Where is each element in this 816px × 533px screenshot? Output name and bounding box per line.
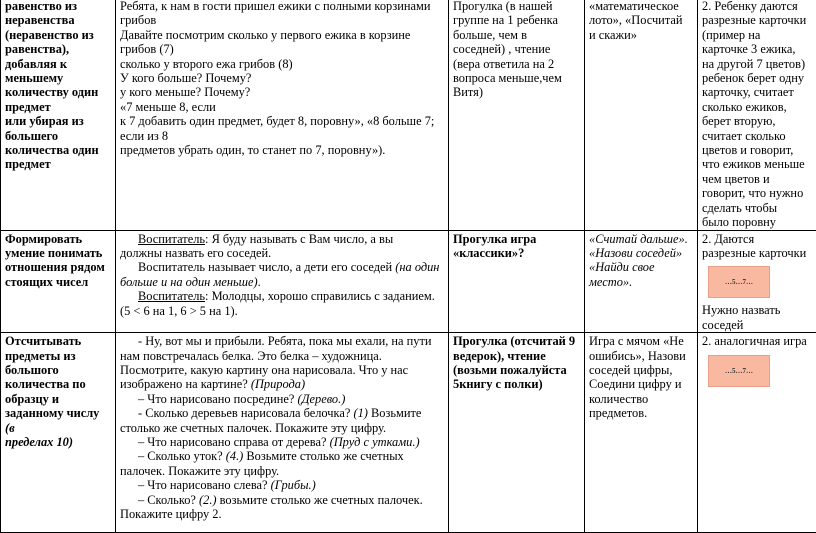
text-line: говорит, что нужно: [702, 186, 812, 200]
text: .: [258, 275, 261, 289]
text-line: место».: [589, 275, 693, 289]
text: возьмите столько же счетных палочек.: [217, 493, 423, 507]
text-line: Ребята, к нам в гости пришел ежики с полными корзинами: [120, 0, 444, 13]
text-line: соседней) , чтение: [453, 42, 580, 56]
text: – Что нарисовано справа от дерева?: [138, 435, 330, 449]
answer-text: (Природа): [251, 377, 305, 391]
walk-cell: [449, 0, 585, 230]
text: (в: [5, 421, 15, 435]
text-line: У кого больше? Почему?: [120, 71, 444, 85]
text-line: у кого меньше? Почему?: [120, 85, 444, 99]
table-row: [1, 0, 816, 230]
text: пределах 10): [5, 435, 111, 449]
text-line: добавляя к: [5, 57, 111, 71]
text-line: стоящих чисел: [5, 275, 111, 289]
text-line: Соедини цифру и: [589, 377, 693, 391]
text-line: «7 меньше 8, если: [120, 100, 444, 114]
goal-cell: [1, 333, 116, 533]
text-line: группе на 1 ребенка: [453, 13, 580, 27]
text-line: «Найди свое: [589, 260, 693, 274]
text-line: ошибись», Назови: [589, 349, 693, 363]
text-line: [120, 507, 444, 521]
text-line: считает сколько: [702, 129, 812, 143]
text-line: количество: [589, 392, 693, 406]
text-line: Отсчитывать: [5, 334, 111, 348]
text-line: Прогулка (отсчитай 9: [453, 334, 580, 348]
answer-text: (2.): [199, 493, 217, 507]
text-line: ребенок берет одну: [702, 71, 812, 85]
text-line: 2. аналогичная игра: [702, 334, 812, 348]
activity-cell: [116, 333, 449, 533]
text-line: количества один: [5, 143, 111, 157]
text-line: [120, 478, 444, 492]
text-line: карточке 3 ежика,: [702, 42, 812, 56]
text-line: лото», «Посчитай: [589, 13, 693, 27]
text-line: [120, 421, 444, 435]
text-line: ведерок), чтение: [453, 349, 580, 363]
text-line: Прогулка (в нашей: [453, 0, 580, 13]
text-line: [120, 334, 444, 348]
game-cell: [585, 230, 698, 333]
text-line: 2. Даются: [702, 232, 812, 246]
text-line: (пример на: [702, 28, 812, 42]
text-line: (возьми пожалуйста: [453, 363, 580, 377]
text-line: «Считай дальше».: [589, 232, 693, 246]
text-line: соседей: [702, 318, 812, 332]
text-line: грибов: [120, 13, 444, 27]
text-line: предмет: [5, 100, 111, 114]
table-row: [1, 230, 816, 333]
walk-cell: [449, 333, 585, 533]
text-line: [120, 363, 444, 377]
text-line: [120, 406, 444, 420]
text: нам повстречалась белка. Это белка – художница.: [120, 349, 382, 363]
text-line: образцу и: [5, 392, 111, 406]
answer-text: (1): [353, 406, 367, 420]
game-cell: [585, 333, 698, 533]
answer-text: (4.): [226, 449, 244, 463]
text-line: [120, 392, 444, 406]
text-line: предметы из: [5, 349, 111, 363]
text-line: разрезные карточки: [702, 246, 812, 260]
text: столько же счетных палочек. Покажите эту цифру.: [120, 421, 386, 435]
text: больше и на один меньше): [120, 275, 258, 289]
text-line: сделать чтобы: [702, 201, 812, 215]
text-line: [120, 464, 444, 478]
text: Покажите цифру 2.: [120, 507, 222, 521]
text-line: Витя): [453, 85, 580, 99]
text-line: неравенства: [5, 13, 111, 27]
walk-cell: [449, 230, 585, 333]
text-line: Прогулка игра: [453, 232, 580, 246]
text-line: или убирая из: [5, 114, 111, 128]
text: – Что нарисовано слева?: [138, 478, 271, 492]
text-line: предметов убрать один, то станет по 7, поровну»).: [120, 143, 444, 157]
text-line: Давайте посмотрим сколько у первого ежика в корзине: [120, 28, 444, 42]
answer-text: (Дерево.): [297, 392, 345, 406]
goal-cell: [1, 0, 116, 230]
text-line: (неравенство из: [5, 28, 111, 42]
text-line: сколько у второго ежа грибов (8): [120, 57, 444, 71]
text-line: предмет: [5, 157, 111, 171]
teacher-label: Воспитатель: [138, 289, 205, 303]
text: (на один: [395, 260, 439, 274]
individual-cell: [698, 333, 816, 533]
text: : Я буду называть с Вам число, а вы: [205, 232, 393, 246]
text-line: большого: [5, 363, 111, 377]
text-line: сколько ежиков,: [702, 100, 812, 114]
text: – Сколько?: [138, 493, 199, 507]
text-line: «Назови соседей»: [589, 246, 693, 260]
text: должны назвать его соседей.: [120, 246, 444, 260]
text-line: вопроса меньше,чем: [453, 71, 580, 85]
text: (5 < 6 на 1, 6 > 5 на 1).: [120, 304, 444, 318]
text-line: равенства),: [5, 42, 111, 56]
text: Посмотрите, какую картину она нарисовала. Что у нас: [120, 363, 408, 377]
text-line: [120, 435, 444, 449]
text-line: цветов и говорит,: [702, 143, 812, 157]
text-line: 5книгу с полки): [453, 377, 580, 391]
text: изображено на картине?: [120, 377, 251, 391]
text-line: чем цветов и: [702, 172, 812, 186]
game-cell: [585, 0, 698, 230]
answer-text: (Грибы.): [271, 478, 316, 492]
text-line: Формировать: [5, 232, 111, 246]
text-line: умение понимать: [5, 246, 111, 260]
text-line: было поровну: [702, 215, 812, 229]
text: – Что нарисовано посредине?: [138, 392, 297, 406]
text-line: предметов.: [589, 406, 693, 420]
text-line: к 7 добавить один предмет, будет 8, поровну», «8 больше 7;: [120, 114, 444, 128]
text-line: что ежиков меньше: [702, 157, 812, 171]
goal-cell: [1, 230, 116, 333]
text-line: «классики»?: [453, 246, 580, 260]
text-line: Нужно назвать: [702, 303, 812, 317]
text: Возьмите: [368, 406, 422, 420]
text-line: больше, чем в: [453, 28, 580, 42]
text-line: «математическое: [589, 0, 693, 13]
activity-cell: [116, 0, 449, 230]
text-line: меньшему: [5, 71, 111, 85]
text-line: равенство из: [5, 0, 111, 13]
text-line: (вера ответила на 2: [453, 57, 580, 71]
text: : Молодцы, хорошо справились с заданием.: [205, 289, 435, 303]
text: заданному числу: [5, 406, 99, 420]
text-line: берет вторую,: [702, 114, 812, 128]
text-line: грибов (7): [120, 42, 444, 56]
number-card: …5…7…: [708, 355, 770, 387]
text-line: [120, 493, 444, 507]
text: Воспитатель называет число, а дети его соседей: [138, 260, 395, 274]
text-line: большего: [5, 129, 111, 143]
text-line: [120, 449, 444, 463]
text-line: отношения рядом: [5, 260, 111, 274]
text-line: разрезные карточки: [702, 13, 812, 27]
text: палочек. Покажите эту цифру.: [120, 464, 279, 478]
text-line: Игра с мячом «Не: [589, 334, 693, 348]
number-card: …5…7…: [708, 266, 770, 298]
text-line: количества по: [5, 377, 111, 391]
text-line: [120, 349, 444, 363]
activity-cell: [116, 230, 449, 333]
text-line: и скажи»: [589, 28, 693, 42]
text-line: соседей цифры,: [589, 363, 693, 377]
text-line: количеству один: [5, 85, 111, 99]
table-row: [1, 333, 816, 533]
individual-cell: [698, 0, 816, 230]
answer-text: (Пруд с утками.): [330, 435, 420, 449]
text: - Сколько деревьев нарисовала белочка?: [138, 406, 353, 420]
text-line: на другой 7 цветов): [702, 57, 812, 71]
text-line: карточку, считает: [702, 85, 812, 99]
teacher-label: Воспитатель: [138, 232, 205, 246]
individual-cell: [698, 230, 816, 333]
text: Возьмите столько же счетных: [243, 449, 403, 463]
text: – Сколько уток?: [138, 449, 226, 463]
text-line: 2. Ребенку даются: [702, 0, 812, 13]
text-line: [120, 377, 444, 391]
text-line: если из 8: [120, 129, 444, 143]
text: - Ну, вот мы и прибыли. Ребята, пока мы ехали, на пути: [138, 334, 432, 348]
